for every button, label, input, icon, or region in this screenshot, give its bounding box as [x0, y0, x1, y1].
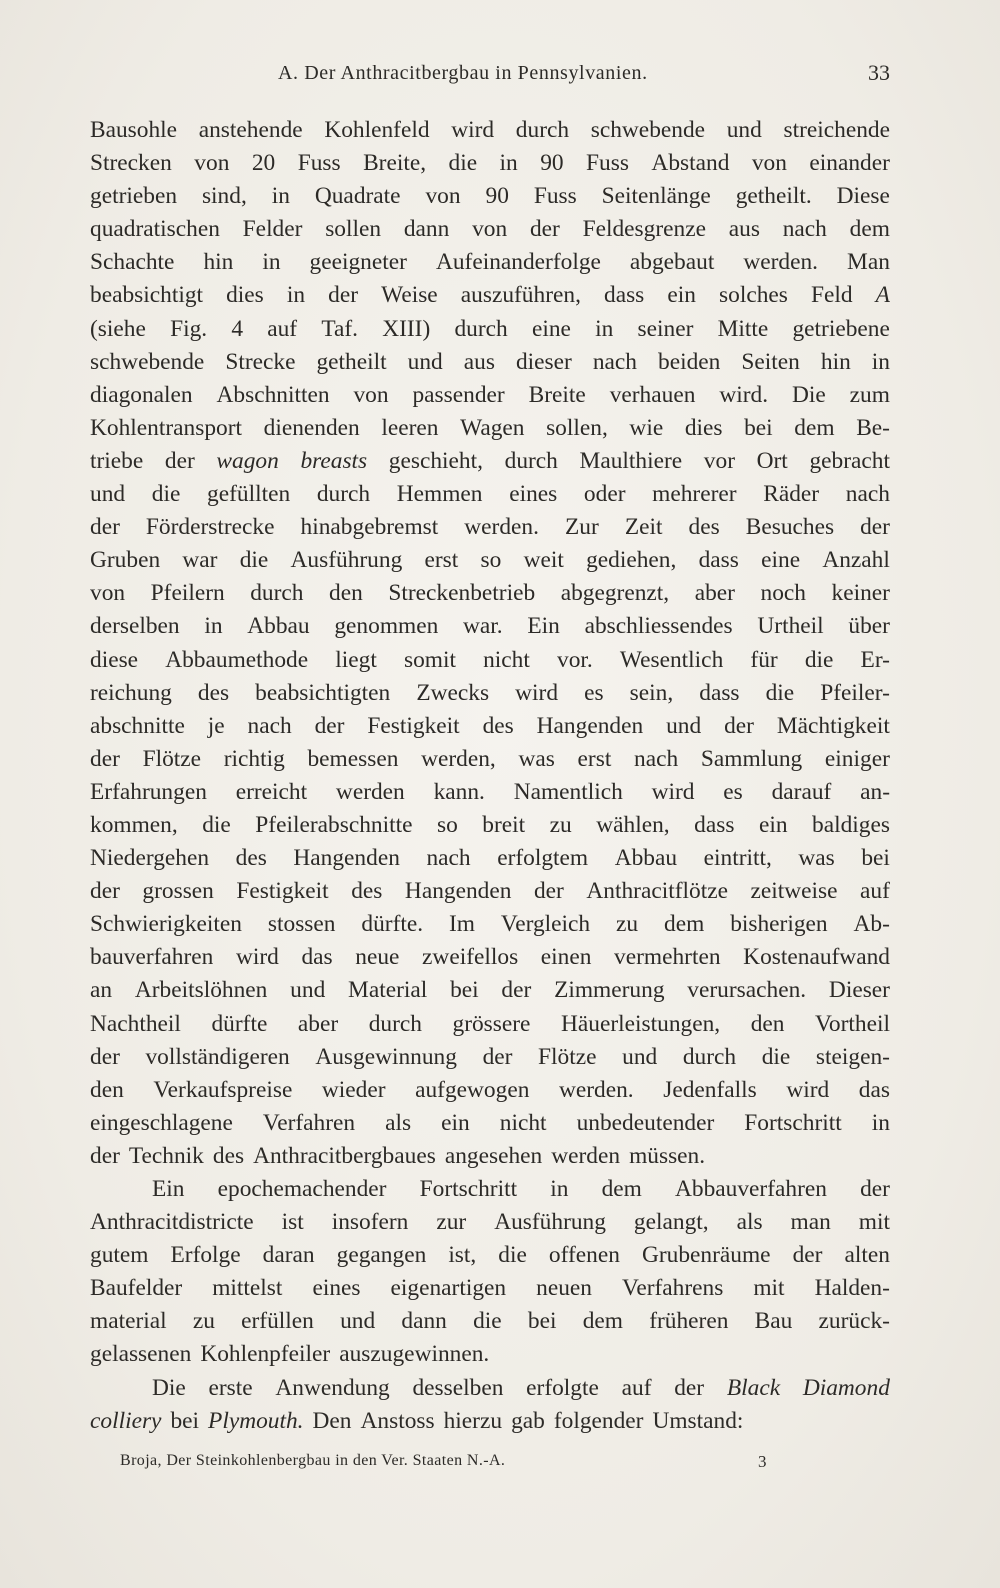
text-line: derselben in Abbau genommen war. Ein abschliessendes Urtheil über: [90, 613, 890, 640]
text-line: diese Abbaumethode liegt somit nicht vor. Wesentlich für die Er-: [90, 646, 890, 673]
text-line: Niedergehen des Hangenden nach erfolgtem Abbau eintritt, was bei: [90, 845, 890, 872]
text-line: den Verkaufspreise wieder aufgewogen werden. Jedenfalls wird das: [90, 1076, 890, 1103]
text-line: schwebende Strecke getheilt und aus dieser nach beiden Seiten hin in: [90, 348, 890, 375]
text-line: colliery bei Plymouth. Den Anstoss hierzu gab folgender Umstand:: [90, 1407, 744, 1434]
text-line: von Pfeilern durch den Streckenbetrieb abgegrenzt, aber noch keiner: [90, 580, 890, 607]
page-footer: [120, 1452, 770, 1476]
text-line: Ein epochemachender Fortschritt in dem Abbauverfahren der: [152, 1176, 890, 1202]
text-line: Kohlentransport dienenden leeren Wagen sollen, wie dies bei dem Be-: [90, 414, 890, 441]
text-line: Die erste Anwendung desselben erfolgte auf der Black Diamond: [152, 1374, 890, 1401]
text-line: getrieben sind, in Quadrate von 90 Fuss Seitenlänge getheilt. Diese: [90, 183, 890, 210]
text-line: gutem Erfolge daran gegangen ist, die offenen Grubenräume der alten: [90, 1242, 890, 1269]
running-header: [90, 62, 890, 92]
text-line: quadratischen Felder sollen dann von der Feldesgrenze aus nach dem: [90, 216, 890, 243]
text-line: (siehe Fig. 4 auf Taf. XIII) durch eine in seiner Mitte getriebene: [90, 315, 890, 342]
text-line: Schachte hin in geeigneter Aufeinanderfolge abgebaut werden. Man: [90, 249, 890, 276]
text-line: der Flötze richtig bemessen werden, was erst nach Sammlung einiger: [90, 745, 890, 772]
text-line: Nachtheil dürfte aber durch grössere Häuerleistungen, den Vortheil: [90, 1010, 890, 1037]
text-line: Schwierigkeiten stossen dürfte. Im Vergleich zu dem bisherigen Ab-: [90, 911, 890, 938]
text-line: gelassenen Kohlenpfeiler auszugewinnen.: [90, 1341, 490, 1368]
text-line: Anthracitdistricte ist insofern zur Ausführung gelangt, als man mit: [90, 1209, 890, 1236]
text-line: reichung des beabsichtigten Zwecks wird es sein, dass die Pfeiler-: [90, 679, 890, 706]
text-line: diagonalen Abschnitten von passender Breite verhauen wird. Die zum: [90, 381, 890, 408]
footer-citation: Broja, Der Steinkohlenbergbau in den Ver. Staaten N.-A.: [120, 1452, 506, 1469]
text-line: kommen, die Pfeilerabschnitte so breit zu wählen, dass ein baldiges: [90, 811, 890, 838]
text-line: und die gefüllten durch Hemmen eines oder mehrerer Räder nach: [90, 481, 890, 508]
body-text: [90, 114, 890, 1438]
signature-mark: 3: [758, 1452, 767, 1471]
text-line: Bausohle anstehende Kohlenfeld wird durch schwebende und streichende: [90, 117, 890, 143]
text-line: eingeschlagene Verfahren als ein nicht unbedeutender Fortschritt in: [90, 1109, 890, 1136]
text-line: Baufelder mittelst eines eigenartigen neuen Verfahrens mit Halden-: [90, 1275, 890, 1302]
text-line: der vollständigeren Ausgewinnung der Flötze und durch die steigen-: [90, 1043, 890, 1070]
page-number: 33: [868, 60, 890, 85]
text-line: abschnitte je nach der Festigkeit des Hangenden und der Mächtigkeit: [90, 712, 890, 739]
running-title: A. Der Anthracitbergbau in Pennsylvanien.: [278, 62, 648, 84]
text-line: triebe der wagon breasts geschieht, durch Maulthiere vor Ort gebracht: [90, 447, 890, 474]
text-line: der Förderstrecke hinabgebremst werden. Zur Zeit des Besuches der: [90, 514, 890, 541]
text-line: Strecken von 20 Fuss Breite, die in 90 Fuss Abstand von einander: [90, 150, 890, 177]
text-line: material zu erfüllen und dann die bei dem früheren Bau zurück-: [90, 1308, 890, 1335]
text-line: Gruben war die Ausführung erst so weit gediehen, dass eine Anzahl: [90, 547, 890, 574]
text-line: beabsichtigt dies in der Weise auszuführen, dass ein solches Feld A: [90, 282, 890, 309]
text-line: bauverfahren wird das neue zweifellos einen vermehrten Kostenaufwand: [90, 944, 890, 971]
text-line: der grossen Festigkeit des Hangenden der Anthracitflötze zeitweise auf: [90, 878, 890, 905]
text-line: der Technik des Anthracitbergbaues angesehen werden müssen.: [90, 1142, 706, 1169]
text-line: Erfahrungen erreicht werden kann. Namentlich wird es darauf an-: [90, 778, 890, 805]
text-line: an Arbeitslöhnen und Material bei der Zimmerung verursachen. Dieser: [90, 977, 890, 1004]
